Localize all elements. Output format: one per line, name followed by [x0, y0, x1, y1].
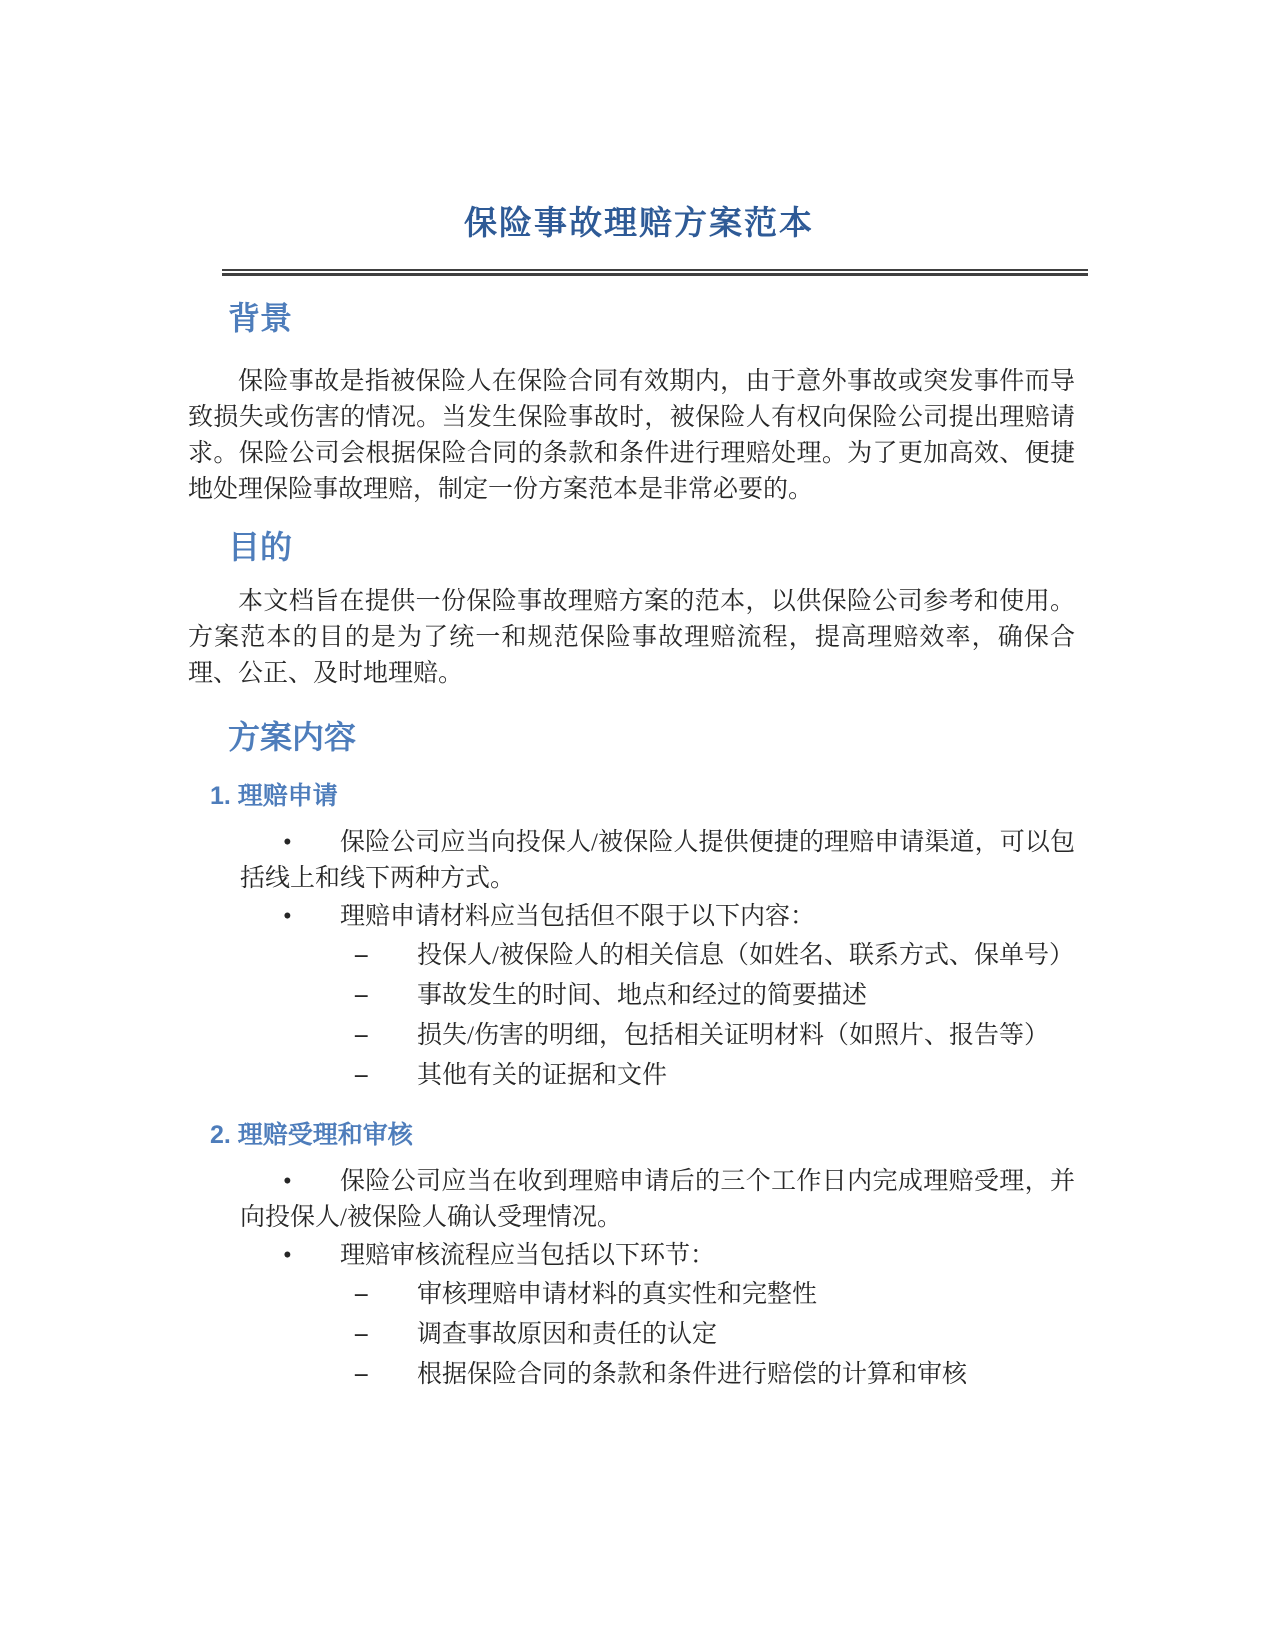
sub-list-item [355, 1058, 1075, 1094]
list-item [240, 1238, 1075, 1274]
bullet-icon: • [283, 829, 292, 856]
list-item-text: 理赔申请材料应当包括但不限于以下内容： [340, 903, 816, 930]
sub-list-item [355, 938, 1075, 974]
section-heading-plan-content: 方案内容 [228, 719, 357, 755]
sub-list-item-text: 损失/伤害的明细，包括相关证明材料（如照片、报告等） [417, 1022, 1049, 1049]
dash-icon: – [355, 1021, 368, 1048]
dash-icon: – [355, 1061, 368, 1088]
list-item [240, 899, 1075, 935]
sub-list-item-text: 投保人/被保险人的相关信息（如姓名、联系方式、保单号） [417, 942, 1074, 969]
sub-list-item [355, 1357, 1075, 1393]
dash-icon: – [355, 981, 368, 1008]
list-item [240, 1164, 1075, 1236]
paragraph-background: 保险事故是指被保险人在保险合同有效期内，由于意外事故或突发事件而导致损失或伤害的情况。当发生保险事故时，被保险人有权向保险公司提出理赔请求。保险公司会根据保险合同的条款和条件进行理赔处理。为了更加高效、便捷地处理保险事故理赔，制定一份方案范本是非常必要的。 [188, 368, 1075, 503]
sub-list-item-text: 调查事故原因和责任的认定 [417, 1321, 718, 1348]
sub-list-item-text: 其他有关的证据和文件 [417, 1062, 668, 1089]
subsection-heading-claim-application: 1. 理赔申请 [210, 782, 338, 810]
dash-icon: – [355, 1320, 368, 1347]
subsection-heading-claim-acceptance-review: 2. 理赔受理和审核 [210, 1121, 413, 1149]
list-item-text: 理赔审核流程应当包括以下环节： [340, 1242, 716, 1269]
sub-list-item-text: 根据保险合同的条款和条件进行赔偿的计算和审核 [417, 1361, 968, 1388]
bullet-icon: • [283, 1168, 292, 1195]
paragraph-purpose: 本文档旨在提供一份保险事故理赔方案的范本，以供保险公司参考和使用。方案范本的目的是为了统一和规范保险事故理赔流程，提高理赔效率，确保合理、公正、及时地理赔。 [188, 588, 1075, 687]
bullet-icon: • [283, 1242, 292, 1269]
sub-list-item [355, 1277, 1075, 1313]
sub-list-item-text: 审核理赔申请材料的真实性和完整性 [417, 1281, 818, 1308]
title-divider [222, 269, 1088, 276]
dash-icon: – [355, 1360, 368, 1387]
section-heading-background: 背景 [228, 300, 293, 336]
dash-icon: – [355, 941, 368, 968]
document-title: 保险事故理赔方案范本 [464, 204, 814, 241]
bullet-icon: • [283, 903, 292, 930]
list-item [240, 825, 1075, 897]
list-item-text: 保险公司应当在收到理赔申请后的三个工作日内完成理赔受理，并向投保人/被保险人确认受理情况。 [240, 1168, 1075, 1231]
sub-list-item [355, 1018, 1075, 1054]
sub-list-item [355, 978, 1075, 1014]
section-heading-purpose: 目的 [228, 529, 293, 565]
sub-list-item-text: 事故发生的时间、地点和经过的简要描述 [417, 982, 868, 1009]
sub-list-item [355, 1317, 1075, 1353]
dash-icon: – [355, 1280, 368, 1307]
list-item-text: 保险公司应当向投保人/被保险人提供便捷的理赔申请渠道，可以包括线上和线下两种方式。 [240, 829, 1075, 892]
